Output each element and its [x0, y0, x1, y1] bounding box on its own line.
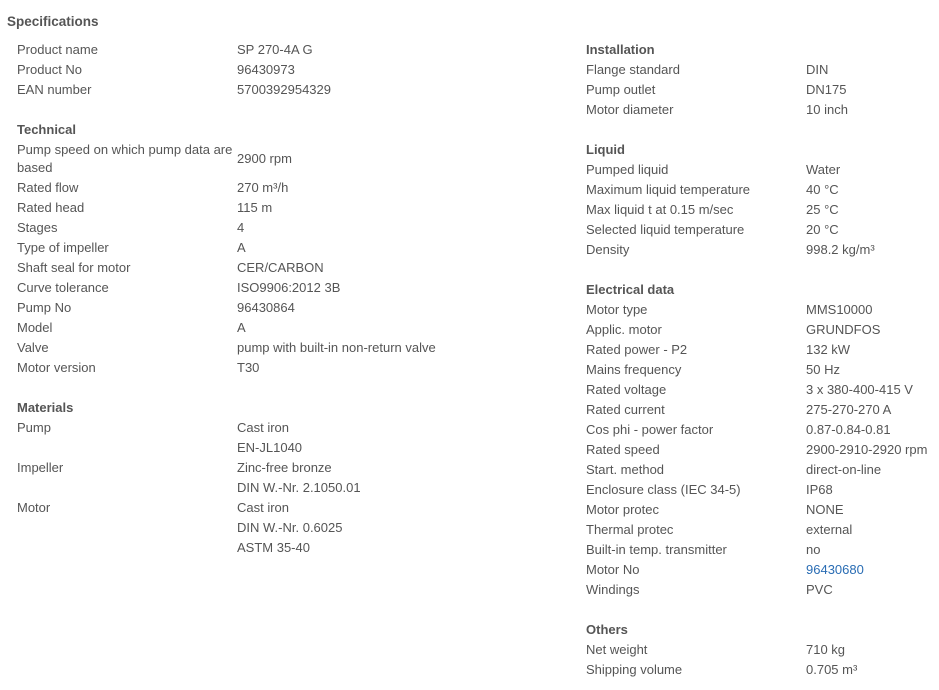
spec-label: Motor type	[586, 302, 648, 317]
spec-value: 710 kg	[806, 642, 846, 657]
spec-row	[586, 360, 936, 380]
spec-value: CER/CARBON	[237, 260, 324, 275]
spec-label: Windings	[586, 582, 640, 597]
spec-value: GRUNDFOS	[806, 322, 881, 337]
spec-value: 25 °C	[806, 202, 839, 217]
section-heading-electrical: Electrical data	[586, 282, 675, 297]
spec-value: ASTM 35-40	[237, 540, 310, 555]
electrical-section	[586, 280, 936, 600]
left-column	[17, 40, 537, 558]
spec-label: Motor diameter	[586, 102, 674, 117]
spec-label: Motor protec	[586, 502, 659, 517]
spec-value: 2900-2910-2920 rpm	[806, 442, 928, 457]
section-heading-liquid: Liquid	[586, 142, 625, 157]
spec-row	[17, 438, 537, 458]
spec-label: Pumped liquid	[586, 162, 669, 177]
spec-label: Type of impeller	[17, 240, 109, 255]
spec-label: Cos phi - power factor	[586, 422, 714, 437]
spec-row	[17, 60, 537, 80]
spec-value: NONE	[806, 502, 844, 517]
spec-label: Net weight	[586, 642, 648, 657]
spec-label: Pump No	[17, 300, 72, 315]
spec-label: EAN number	[17, 82, 92, 97]
spec-label: Rated flow	[17, 180, 79, 195]
spec-label: Curve tolerance	[17, 280, 109, 295]
motor-no-link[interactable]: 96430680	[806, 562, 864, 577]
spec-row	[586, 180, 936, 200]
spec-row	[586, 440, 936, 460]
spec-row	[586, 240, 936, 260]
spec-label: Valve	[17, 340, 49, 355]
spec-label: Rated power - P2	[586, 342, 688, 357]
spec-label: Maximum liquid temperature	[586, 182, 751, 197]
spec-row	[586, 320, 936, 340]
spec-value: 50 Hz	[806, 362, 840, 377]
spec-row	[17, 198, 537, 218]
spec-label: Enclosure class (IEC 34-5)	[586, 482, 741, 497]
spec-label: Motor	[17, 500, 51, 515]
spec-label: Density	[586, 242, 630, 257]
spec-label: Model	[17, 320, 53, 335]
technical-section	[17, 120, 537, 378]
spec-row	[17, 178, 537, 198]
spec-value: 275-270-270 A	[806, 402, 892, 417]
spec-row	[586, 520, 936, 540]
spec-value: external	[806, 522, 853, 537]
spec-row	[586, 80, 936, 100]
spec-label: Thermal protec	[586, 522, 674, 537]
spec-label: Stages	[17, 220, 58, 235]
others-section	[586, 620, 936, 680]
spec-value: 115 m	[237, 200, 273, 215]
spec-row	[17, 498, 537, 518]
spec-value: DIN	[806, 62, 829, 77]
spec-label: Rated voltage	[586, 382, 667, 397]
spec-label: Rated current	[586, 402, 665, 417]
spec-value: 270 m³/h	[237, 180, 289, 195]
spec-value: ISO9906:2012 3B	[237, 280, 341, 295]
spec-value: Cast iron	[237, 420, 290, 435]
spec-label: Product No	[17, 62, 83, 77]
spec-row	[17, 418, 537, 438]
spec-value: MMS10000	[806, 302, 873, 317]
section-heading-materials: Materials	[17, 400, 74, 415]
spec-value: A	[237, 320, 246, 335]
spec-row	[586, 400, 936, 420]
spec-label: Impeller	[17, 460, 64, 475]
spec-label: Motor version	[17, 360, 96, 375]
spec-label: Motor No	[586, 562, 640, 577]
spec-row	[586, 160, 936, 180]
spec-label: Max liquid t at 0.15 m/sec	[586, 202, 734, 217]
spec-value: 0.87-0.84-0.81	[806, 422, 891, 437]
spec-value: 998.2 kg/m³	[806, 242, 875, 257]
spec-row	[586, 220, 936, 240]
spec-label: Pump outlet	[586, 82, 656, 97]
spec-label: Flange standard	[586, 62, 680, 77]
spec-value: DIN W.-Nr. 2.1050.01	[237, 480, 361, 495]
spec-value: T30	[237, 360, 260, 375]
spec-value: EN-JL1040	[237, 440, 303, 455]
spec-label: Rated speed	[586, 442, 660, 457]
spec-row	[586, 560, 936, 580]
spec-row	[17, 140, 537, 178]
spec-value: Cast iron	[237, 500, 290, 515]
spec-row	[586, 380, 936, 400]
spec-value: 0.705 m³	[806, 662, 858, 677]
spec-row	[17, 318, 537, 338]
right-column	[586, 40, 936, 680]
spec-row	[17, 80, 537, 100]
spec-row	[586, 340, 936, 360]
spec-row	[586, 200, 936, 220]
spec-row	[586, 60, 936, 80]
spec-row	[586, 640, 936, 660]
spec-row	[586, 500, 936, 520]
spec-label: Selected liquid temperature	[586, 222, 745, 237]
spec-row	[586, 100, 936, 120]
spec-label: Mains frequency	[586, 362, 682, 377]
spec-label: Start. method	[586, 462, 665, 477]
spec-value: DN175	[806, 82, 847, 97]
spec-value: Zinc-free bronze	[237, 460, 332, 475]
spec-value: pump with built-in non-return valve	[237, 340, 436, 355]
spec-value: no	[806, 542, 821, 557]
spec-value: 96430864	[237, 300, 295, 315]
spec-row	[17, 238, 537, 258]
installation-section	[586, 40, 936, 120]
spec-value: IP68	[806, 482, 833, 497]
spec-label: Pump speed on which pump data are based	[17, 142, 233, 175]
spec-row	[17, 258, 537, 278]
spec-value: 5700392954329	[237, 82, 331, 97]
spec-label: Applic. motor	[586, 322, 662, 337]
spec-value: 4	[237, 220, 245, 235]
spec-row	[586, 460, 936, 480]
spec-row	[17, 278, 537, 298]
spec-row	[586, 540, 936, 560]
spec-value: A	[237, 240, 246, 255]
spec-row	[17, 478, 537, 498]
spec-row	[586, 580, 936, 600]
spec-row	[17, 518, 537, 538]
section-heading-installation: Installation	[586, 42, 655, 57]
spec-label: Shipping volume	[586, 662, 683, 677]
page-title: Specifications	[7, 14, 99, 29]
spec-row	[17, 298, 537, 318]
spec-value: 96430973	[237, 62, 295, 77]
spec-row	[586, 660, 936, 680]
section-heading-others: Others	[586, 622, 628, 637]
spec-label: Rated head	[17, 200, 85, 215]
spec-value: 2900 rpm	[237, 151, 292, 166]
spec-value: 20 °C	[806, 222, 839, 237]
spec-value: 40 °C	[806, 182, 839, 197]
spec-value: 10 inch	[806, 102, 848, 117]
materials-section	[17, 398, 537, 558]
spec-row	[586, 300, 936, 320]
spec-value: PVC	[806, 582, 833, 597]
spec-label: Pump	[17, 420, 51, 435]
spec-value: SP 270-4A G	[237, 42, 313, 57]
spec-row	[17, 458, 537, 478]
spec-row	[17, 358, 537, 378]
spec-row	[586, 420, 936, 440]
spec-value: 3 x 380-400-415 V	[806, 382, 913, 397]
spec-row	[17, 218, 537, 238]
spec-label: Product name	[17, 42, 98, 57]
general-section	[17, 40, 537, 100]
spec-row	[586, 480, 936, 500]
liquid-section	[586, 140, 936, 260]
spec-value: direct-on-line	[806, 462, 882, 477]
spec-row	[17, 40, 537, 60]
spec-row	[17, 338, 537, 358]
spec-value: 132 kW	[806, 342, 851, 357]
section-heading-technical: Technical	[17, 122, 77, 137]
spec-row	[17, 538, 537, 558]
spec-label: Built-in temp. transmitter	[586, 542, 727, 557]
spec-value: DIN W.-Nr. 0.6025	[237, 520, 343, 535]
spec-label: Shaft seal for motor	[17, 260, 131, 275]
spec-value: Water	[806, 162, 841, 177]
